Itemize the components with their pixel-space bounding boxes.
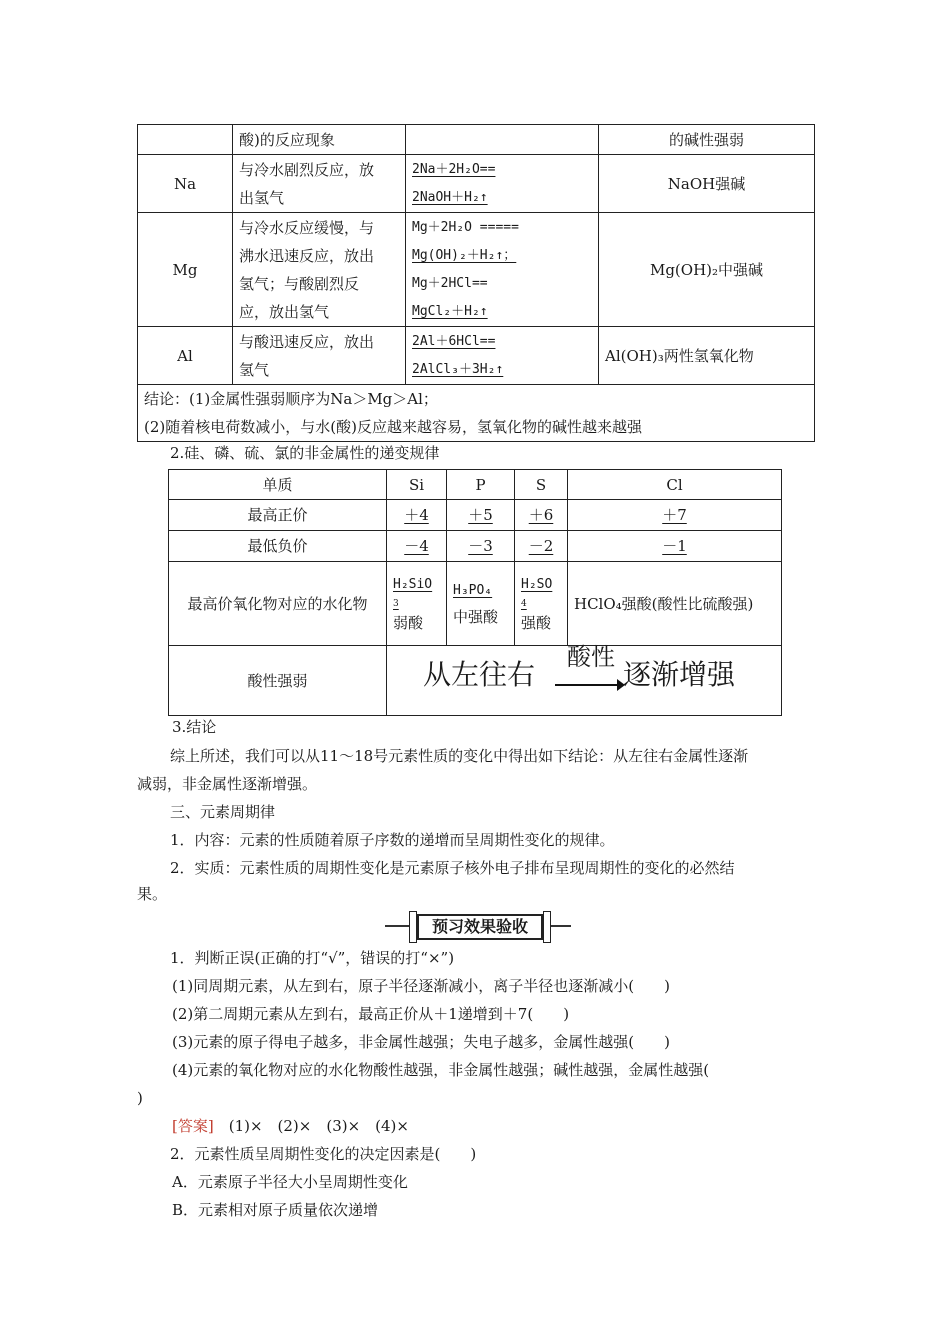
metal-table	[137, 124, 815, 442]
option-b: B．元素相对原子质量依次递增	[172, 1201, 379, 1219]
hydrate-p: H₃PO₄ 中强酸	[447, 562, 515, 646]
max-valence-s: ＋6	[515, 500, 568, 531]
min-valence-p: －3	[447, 531, 515, 562]
trend-right-text: 逐渐增强	[623, 657, 736, 691]
max-valence-cl: ＋7	[568, 500, 782, 531]
law-content: 1．内容：元素的性质随着原子序数的递增而呈周期性变化的规律。	[170, 831, 615, 849]
section2-title: 2.硅、磷、硫、氯的非金属性的递变规律	[170, 444, 440, 462]
question-1-4: (4)元素的氧化物对应的水化物酸性越强，非金属性越强；碱性越强，金属性越强(	[172, 1061, 710, 1079]
element-mg: Mg	[138, 213, 233, 327]
s3-body-1: 综上所述，我们可以从11～18号元素性质的变化中得出如下结论：从左往右金属性逐渐	[170, 747, 749, 765]
header-base: 的碱性强弱	[599, 125, 815, 155]
conclusion: 结论：(1)金属性强弱顺序为Na＞Mg＞Al； (2)随着核电荷数减小，与水(酸)反应越来越容易，氢氧化物的碱性越来越强	[138, 385, 815, 442]
question-2: 2．元素性质呈周期性变化的决定因素是( )	[170, 1145, 477, 1163]
acidity-trend	[387, 642, 782, 716]
al-equation: 2Al＋6HCl== 2AlCl₃＋3H₂↑	[406, 327, 599, 385]
na-equation: 2Na＋2H₂O== 2NaOH＋H₂↑	[406, 155, 599, 213]
element-al: Al	[138, 327, 233, 385]
t2-header-cl: Cl	[568, 470, 782, 500]
law-essence-2: 果。	[137, 885, 168, 903]
max-valence-label: 最高正价	[169, 500, 387, 531]
mg-equation: Mg＋2H₂O ===== Mg(OH)₂＋H₂↑； Mg＋2HCl== MgCl₂＋H₂↑	[406, 213, 599, 327]
nonmetal-table	[168, 469, 782, 716]
answer-body: (1)× (2)× (3)× (4)×	[213, 1117, 409, 1135]
cell-empty	[138, 125, 233, 155]
right-arrow-icon	[555, 675, 625, 695]
min-valence-label: 最低负价	[169, 531, 387, 562]
s3-title: 3.结论	[172, 718, 217, 736]
section-banner	[385, 913, 571, 939]
hydrate-s: H₂SO 4 强酸	[515, 562, 568, 646]
question-1-3: (3)元素的原子得电子越多，非金属性越强；失电子越多，金属性越强( )	[172, 1033, 670, 1051]
min-valence-s: －2	[515, 531, 568, 562]
part3-title: 三、元素周期律	[170, 803, 276, 821]
mg-base: Mg(OH)₂中强碱	[599, 213, 815, 327]
min-valence-si: －4	[387, 531, 447, 562]
banner-title: 预习效果验收	[417, 914, 543, 940]
max-valence-si: ＋4	[387, 500, 447, 531]
hydrate-label: 最高价氧化物对应的水化物	[169, 562, 387, 646]
min-valence-cl: －1	[568, 531, 782, 562]
question-1: 1．判断正误(正确的打“√”，错误的打“×”)	[170, 949, 455, 967]
t2-header-s: S	[515, 470, 568, 500]
element-na: Na	[138, 155, 233, 213]
al-base: Al(OH)₃两性氢氧化物	[599, 327, 815, 385]
header-equation	[406, 125, 599, 155]
answer-tag: [答案]	[172, 1117, 214, 1135]
na-base: NaOH强碱	[599, 155, 815, 213]
na-phenomenon: 与冷水剧烈反应，放 出氢气	[233, 155, 406, 213]
answer-line	[172, 1112, 409, 1140]
trend-left-text: 从左往右	[423, 657, 536, 691]
law-essence-1: 2．实质：元素性质的周期性变化是元素原子核外电子排布呈现周期性的变化的必然结	[170, 859, 735, 877]
trend-arrow-label: 酸性	[567, 642, 615, 671]
question-1-2: (2)第二周期元素从左到右，最高正价从＋1递增到＋7( )	[172, 1005, 570, 1023]
mg-phenomenon: 与冷水反应缓慢，与 沸水迅速反应，放出 氢气；与酸剧烈反 应，放出氢气	[233, 213, 406, 327]
hydrate-cl: HClO₄强酸(酸性比硫酸强)	[568, 562, 782, 646]
header-reaction: 酸)的反应现象	[233, 125, 406, 155]
s3-body-2: 减弱，非金属性逐渐增强。	[137, 775, 318, 793]
question-1-1: (1)同周期元素，从左到右，原子半径逐渐减小，离子半径也逐渐减小( )	[172, 977, 670, 995]
acidity-label: 酸性强弱	[169, 646, 387, 716]
t2-header-p: P	[447, 470, 515, 500]
question-1-4-end: )	[137, 1089, 143, 1107]
option-a: A．元素原子半径大小呈周期性变化	[172, 1173, 408, 1191]
al-phenomenon: 与酸迅速反应，放出 氢气	[233, 327, 406, 385]
t2-header-si: Si	[387, 470, 447, 500]
hydrate-si: H₂SiO 3 弱酸	[387, 562, 447, 646]
max-valence-p: ＋5	[447, 500, 515, 531]
t2-header-substance: 单质	[169, 470, 387, 500]
